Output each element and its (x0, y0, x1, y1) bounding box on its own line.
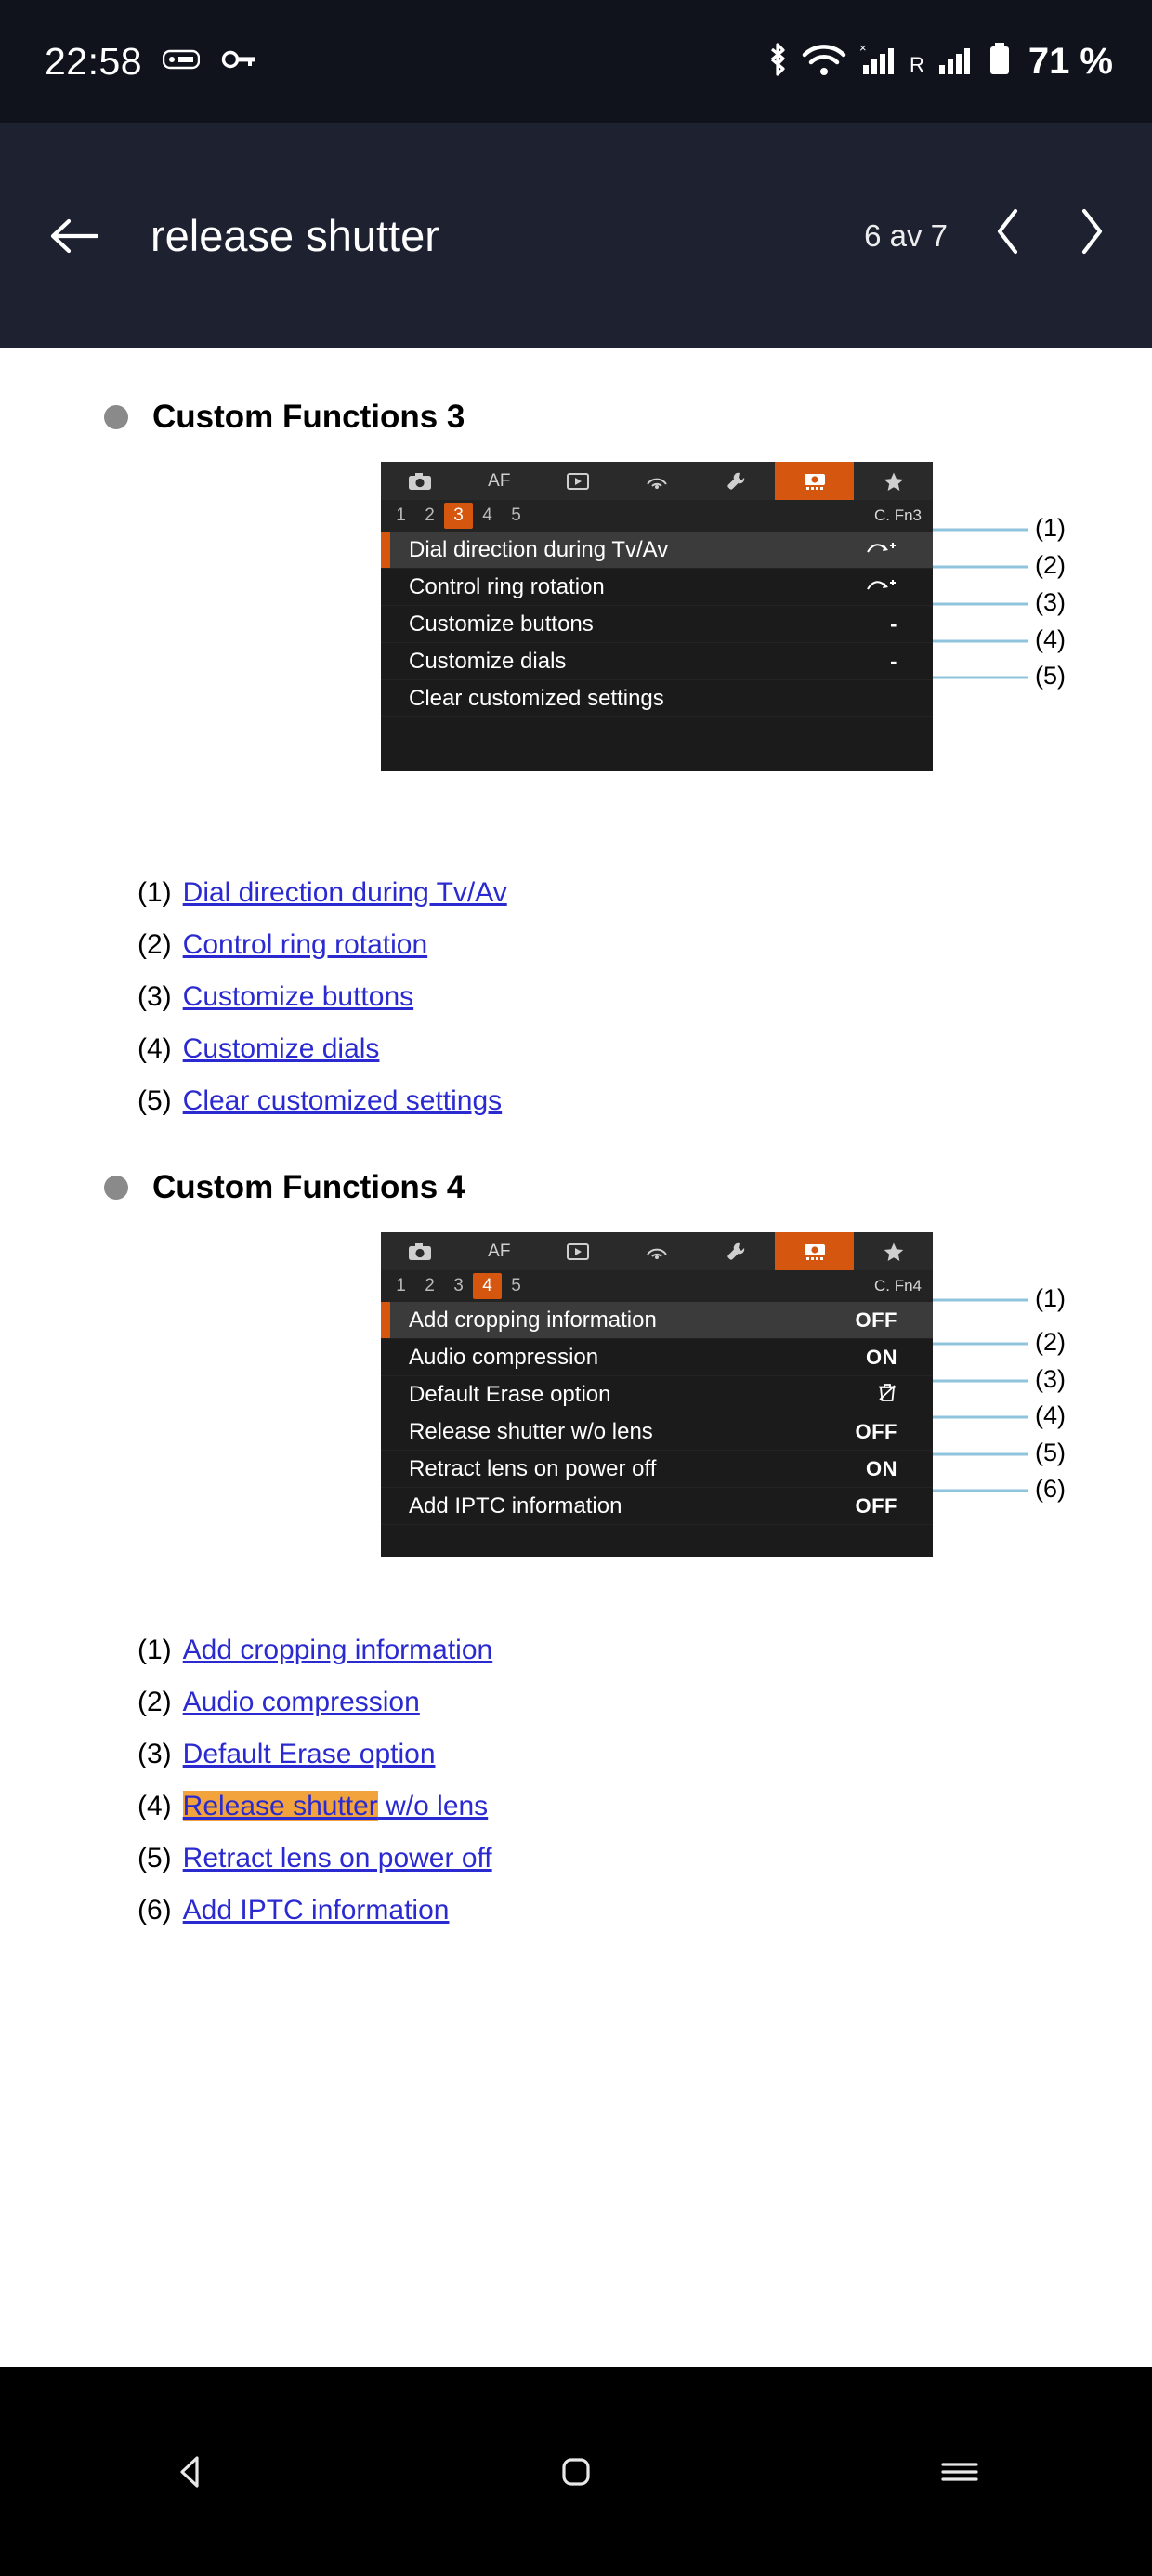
subtab-3[interactable]: 3 (444, 503, 473, 529)
dial-icon (866, 538, 897, 562)
tab-af[interactable]: AF (488, 1241, 511, 1261)
chevron-left-icon[interactable] (985, 206, 1031, 265)
subtab-5[interactable]: 5 (511, 1276, 521, 1295)
tab-my-menu-star[interactable] (854, 462, 933, 500)
callout-number: (1) (1035, 1284, 1066, 1312)
section-title: Custom Functions 4 (152, 1169, 465, 1205)
status-bar-left (45, 40, 257, 84)
link-list-cfn4 (0, 1635, 1152, 1926)
callout-number: (6) (1035, 1475, 1066, 1503)
status-bar-right (765, 39, 1113, 85)
menu-row-label: Clear customized settings (409, 685, 664, 711)
menu-row-value: ON (866, 1456, 897, 1480)
signal-1-icon (857, 39, 900, 85)
menu-row[interactable] (381, 680, 933, 717)
custom-function-label: C. Fn4 (873, 1277, 922, 1295)
list-item[interactable] (137, 1635, 1152, 1666)
tab-custom-functions[interactable] (775, 462, 854, 500)
page-title: release shutter (151, 211, 439, 260)
link-label[interactable]: Add cropping information (182, 1635, 493, 1665)
tab-my-menu-star[interactable] (854, 1232, 933, 1270)
camera-menu-rows (381, 1302, 933, 1525)
bluetooth-icon (765, 39, 791, 85)
menu-row[interactable] (381, 1413, 933, 1451)
menu-row[interactable] (381, 1376, 933, 1413)
signal-2-icon (934, 39, 976, 85)
dial-icon (866, 575, 897, 599)
tab-camera[interactable] (381, 462, 460, 500)
callout-number: (4) (1035, 1401, 1066, 1429)
link-number: (4) (137, 1033, 172, 1064)
vpn-key-icon (220, 46, 257, 78)
tab-wireless[interactable] (618, 462, 697, 500)
tab-wireless[interactable] (618, 1232, 697, 1270)
menu-row[interactable] (381, 643, 933, 680)
link-number: (5) (137, 1843, 172, 1873)
section-heading-custom-functions-3 (0, 399, 1152, 436)
list-item[interactable] (137, 1687, 1152, 1718)
list-item-highlighted[interactable] (137, 1791, 1152, 1822)
menu-row[interactable] (381, 1339, 933, 1376)
menu-row-label: Retract lens on power off (409, 1455, 657, 1481)
camera-menu-footer (381, 717, 933, 771)
section-title: Custom Functions 3 (152, 399, 465, 435)
subtab-2[interactable]: 2 (425, 1276, 435, 1295)
link-label[interactable]: Retract lens on power off (182, 1843, 492, 1873)
camera-menu-subtabs (381, 1270, 933, 1302)
status-clock: 22:58 (45, 39, 143, 83)
link-label[interactable]: Default Erase option (182, 1739, 436, 1769)
menu-row[interactable] (381, 532, 933, 569)
wifi-icon (800, 39, 848, 85)
menu-row[interactable] (381, 606, 933, 643)
link-label[interactable]: Customize buttons (182, 981, 414, 1012)
list-item[interactable] (137, 877, 1152, 909)
menu-row-label: Release shutter w/o lens (409, 1418, 653, 1444)
menu-row-label: Customize dials (409, 648, 567, 674)
nav-recents-icon[interactable] (895, 2451, 1025, 2492)
menu-row-label: Add IPTC information (409, 1492, 622, 1518)
subtab-4[interactable]: 4 (482, 506, 492, 525)
link-label[interactable]: Clear customized settings (182, 1085, 503, 1116)
section-heading-custom-functions-4 (0, 1169, 1152, 1206)
erase-icon (877, 1382, 897, 1408)
menu-row-label: Customize buttons (409, 611, 594, 637)
list-item[interactable] (137, 1739, 1152, 1770)
subtab-3[interactable]: 3 (453, 1276, 464, 1295)
link-number: (1) (137, 1635, 172, 1665)
document-content (0, 348, 1152, 2367)
tab-setup-wrench[interactable] (696, 462, 775, 500)
page-count-label: 6 av 7 (864, 217, 948, 253)
pager (864, 206, 1115, 265)
tab-playback[interactable] (539, 462, 618, 500)
camera-menu-footer (381, 1525, 933, 1557)
menu-row-label: Add cropping information (409, 1307, 657, 1333)
battery-icon (986, 39, 1014, 85)
menu-row-value: ON (866, 1345, 897, 1369)
menu-row-value: OFF (855, 1308, 897, 1332)
link-label[interactable]: Customize dials (182, 1033, 380, 1064)
camera-menu-screenshot-cfn3 (381, 462, 933, 771)
camera-menu-subtabs (381, 500, 933, 532)
subtab-2[interactable]: 2 (425, 506, 435, 525)
subtab-5[interactable]: 5 (511, 506, 521, 525)
app-bar (0, 123, 1152, 348)
camera-menu-rows (381, 532, 933, 717)
roaming-label: R (909, 52, 924, 76)
callout-number: (1) (1035, 514, 1066, 542)
subtab-1[interactable]: 1 (396, 506, 406, 525)
callout-number: (3) (1035, 1365, 1066, 1393)
callout-number: (3) (1035, 588, 1066, 616)
link-number: (5) (137, 1085, 172, 1116)
list-item[interactable] (137, 981, 1152, 1013)
system-navigation-bar (0, 2367, 1152, 2576)
bullet-icon (104, 1176, 128, 1200)
subtab-4[interactable]: 4 (473, 1273, 502, 1299)
camera-menu-screenshot-cfn4 (381, 1232, 933, 1557)
link-label[interactable]: Audio compression (182, 1687, 420, 1717)
camera-menu-tabs (381, 1232, 933, 1270)
list-item[interactable] (137, 1843, 1152, 1874)
callout-number: (2) (1035, 551, 1066, 579)
menu-row[interactable] (381, 1302, 933, 1339)
list-item[interactable] (137, 1085, 1152, 1117)
tab-camera[interactable] (381, 1232, 460, 1270)
tab-setup-wrench[interactable] (696, 1232, 775, 1270)
link-label[interactable]: Add IPTC information (182, 1895, 450, 1925)
callout-number: (5) (1035, 1439, 1066, 1466)
link-number: (2) (137, 929, 172, 960)
figure-custom-functions-4 (0, 1232, 1152, 1627)
bullet-icon (104, 405, 128, 429)
link-label[interactable] (183, 1791, 489, 1822)
search-highlight: Release shutter (182, 1791, 378, 1821)
tab-playback[interactable] (539, 1232, 618, 1270)
link-number: (4) (137, 1791, 172, 1821)
menu-row-label: Audio compression (409, 1344, 599, 1370)
list-item[interactable] (137, 929, 1152, 961)
camera-menu-tabs (381, 462, 933, 500)
link-label[interactable]: Dial direction during Tv/Av (182, 877, 507, 908)
menu-row-label: Default Erase option (409, 1381, 611, 1407)
menu-row-value: OFF (855, 1419, 897, 1443)
menu-row[interactable] (381, 1488, 933, 1525)
link-label[interactable]: Control ring rotation (182, 929, 428, 960)
link-number: (3) (137, 1739, 172, 1769)
nav-home-icon[interactable] (511, 2451, 641, 2492)
callout-number: (2) (1035, 1328, 1066, 1356)
link-number: (6) (137, 1895, 172, 1925)
link-label-rest: w/o lens (377, 1791, 489, 1821)
subtab-1[interactable]: 1 (396, 1276, 406, 1295)
back-arrow-icon[interactable] (43, 216, 108, 256)
chevron-right-icon[interactable] (1068, 206, 1115, 265)
menu-row-value: - (890, 611, 897, 636)
nav-back-triangle-icon[interactable] (127, 2451, 257, 2492)
link-list-cfn3 (0, 877, 1152, 1117)
battery-percentage: 71 % (1028, 40, 1113, 82)
link-number: (2) (137, 1687, 172, 1717)
tab-af[interactable]: AF (488, 470, 511, 491)
menu-row-label: Control ring rotation (409, 573, 605, 599)
link-number: (1) (137, 877, 172, 908)
screen-record-icon (163, 46, 200, 78)
figure-custom-functions-3 (0, 462, 1152, 857)
menu-row-label: Dial direction during Tv/Av (409, 536, 669, 562)
link-number: (3) (137, 981, 172, 1012)
menu-row[interactable] (381, 1451, 933, 1488)
list-item[interactable] (137, 1033, 1152, 1065)
tab-custom-functions[interactable] (775, 1232, 854, 1270)
status-bar (0, 0, 1152, 123)
menu-row[interactable] (381, 569, 933, 606)
list-item[interactable] (137, 1895, 1152, 1926)
custom-function-label: C. Fn3 (873, 506, 922, 524)
callout-number: (5) (1035, 662, 1066, 690)
menu-row-value: - (890, 649, 897, 673)
callout-number: (4) (1035, 625, 1066, 653)
svg-text:×: × (858, 40, 867, 55)
menu-row-value: OFF (855, 1493, 897, 1518)
